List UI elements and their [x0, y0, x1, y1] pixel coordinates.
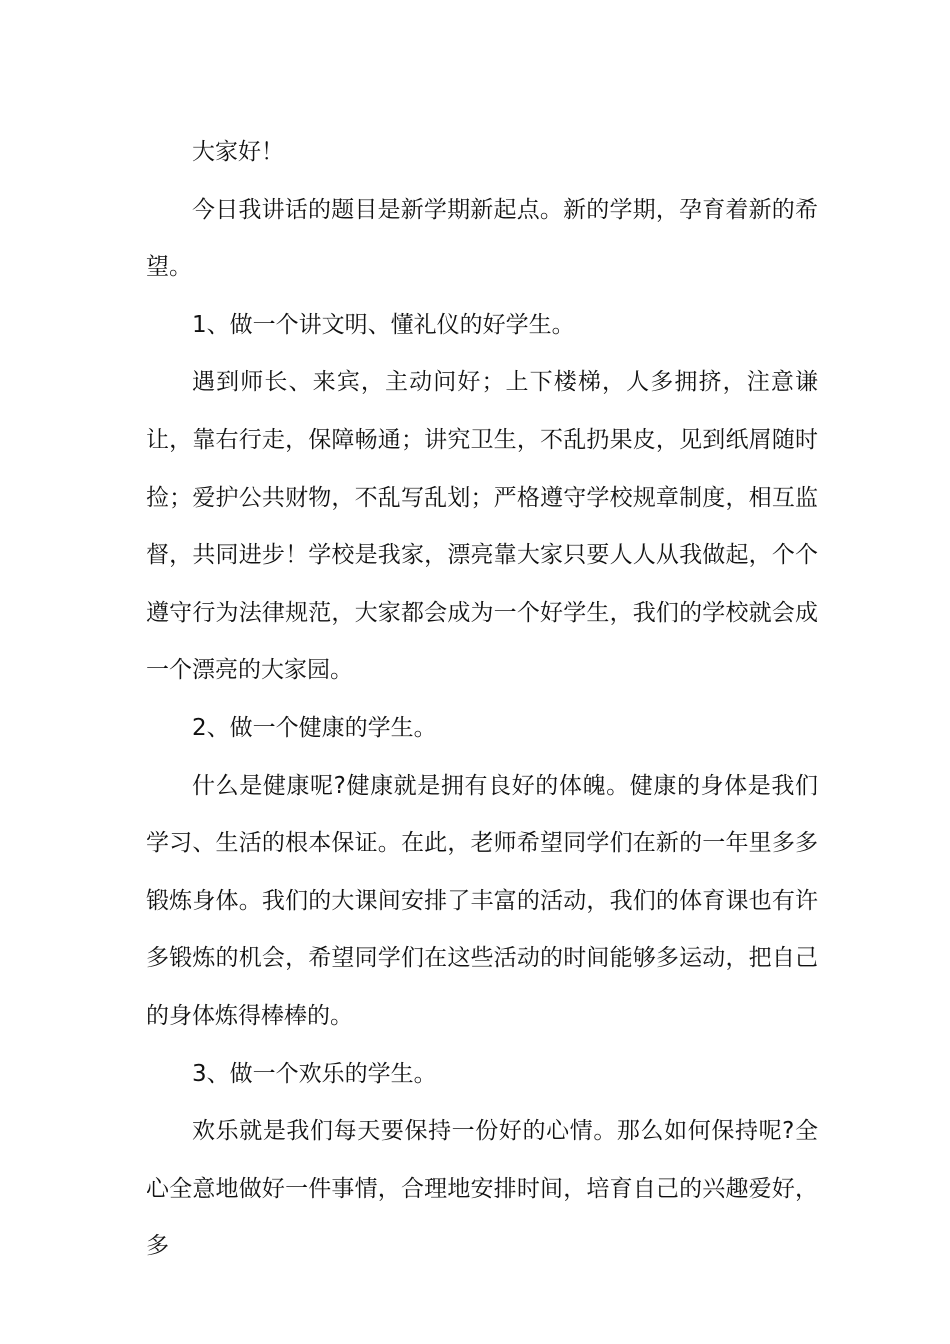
point-2-heading: 2、做一个健康的学生。 — [192, 714, 437, 741]
point-2-body: 什么是健康呢?健康就是拥有良好的体魄。健康的身体是我们学习、生活的根本保证。在此，老师希望同学们在新的一年里多多锻炼身体。我们的大课间安排了丰富的活动，我们的体育课也有许多锻炼的机会，希望同学们在这些活动的时间能够多运动，把自己的身体炼得棒棒的。 — [146, 772, 818, 1029]
topic-paragraph: 今日我讲话的题目是新学期新起点。新的学期，孕育着新的希望。 — [146, 196, 818, 281]
point-3-body: 欢乐就是我们每天要保持一份好的心情。那么如何保持呢?全心全意地做好一件事情，合理地安排时间，培育自己的兴趣爱好，多 — [146, 1118, 818, 1260]
document-body — [146, 124, 818, 1276]
point-1-heading: 1、做一个讲文明、懂礼仪的好学生。 — [192, 311, 575, 338]
greeting-paragraph: 大家好！ — [192, 139, 284, 165]
point-3-heading: 3、做一个欢乐的学生。 — [192, 1060, 437, 1087]
point-1-body: 遇到师长、来宾，主动问好；上下楼梯，人多拥挤，注意谦让，靠右行走，保障畅通；讲究卫生，不乱扔果皮，见到纸屑随时捡；爱护公共财物，不乱写乱划；严格遵守学校规章制度，相互监督，共同进步！学校是我家，漂亮靠大家只要人人从我做起，个个遵守行为法律规范，大家都会成为一个好学生，我们的学校就会成一个漂亮的大家园。 — [146, 369, 818, 684]
